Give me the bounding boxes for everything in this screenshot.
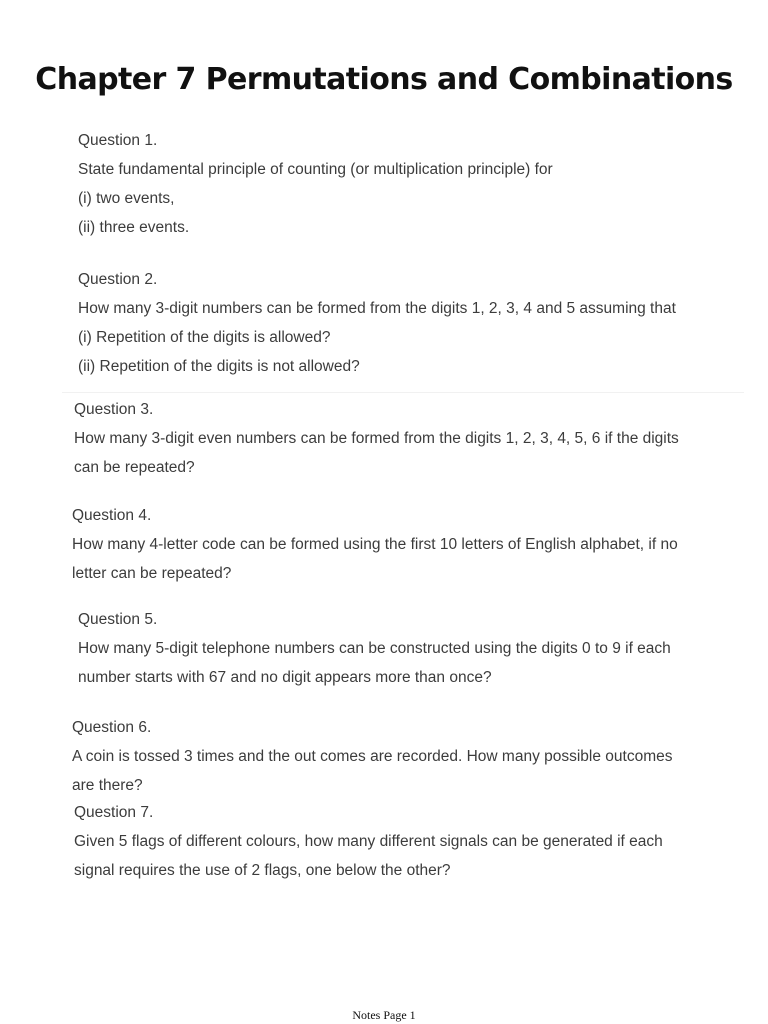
- page-title: Chapter 7 Permutations and Combinations: [35, 62, 733, 97]
- question-text: (i) two events,: [78, 190, 175, 207]
- question-text: A coin is tossed 3 times and the out comes are recorded. How many possible outcomes: [72, 748, 673, 765]
- divider: [62, 392, 744, 393]
- question-text: are there?: [72, 777, 143, 794]
- question-text: number starts with 67 and no digit appears more than once?: [78, 669, 492, 686]
- question-text: can be repeated?: [74, 459, 195, 476]
- question-text: signal requires the use of 2 flags, one below the other?: [74, 862, 451, 879]
- question-4: [72, 501, 678, 588]
- question-text: How many 4-letter code can be formed using the first 10 letters of English alphabet, if no: [72, 536, 678, 553]
- question-5: [78, 605, 671, 692]
- page-footer: Notes Page 1: [352, 1008, 416, 1022]
- question-2: [78, 265, 676, 381]
- question-label: Question 7.: [74, 804, 154, 821]
- question-label: Question 4.: [72, 507, 152, 524]
- question-label: Question 6.: [72, 719, 152, 736]
- question-text: How many 5-digit telephone numbers can be constructed using the digits 0 to 9 if each: [78, 640, 671, 657]
- question-text: (ii) three events.: [78, 219, 190, 236]
- question-text: Given 5 flags of different colours, how many different signals can be generated if each: [74, 833, 663, 850]
- question-text: How many 3-digit numbers can be formed from the digits 1, 2, 3, 4 and 5 assuming that: [78, 300, 676, 317]
- question-label: Question 2.: [78, 271, 158, 288]
- question-text: How many 3-digit even numbers can be formed from the digits 1, 2, 3, 4, 5, 6 if the digits: [74, 430, 679, 447]
- question-text: (ii) Repetition of the digits is not allowed?: [78, 358, 360, 375]
- question-label: Question 3.: [74, 401, 154, 418]
- question-text: (i) Repetition of the digits is allowed?: [78, 329, 331, 346]
- question-label: Question 1.: [78, 132, 158, 149]
- question-label: Question 5.: [78, 611, 158, 628]
- question-7: [74, 798, 663, 885]
- question-6: [72, 713, 673, 800]
- question-1: [78, 126, 553, 242]
- question-text: State fundamental principle of counting (or multiplication principle) for: [78, 161, 553, 178]
- question-text: letter can be repeated?: [72, 565, 232, 582]
- question-3: [74, 395, 679, 482]
